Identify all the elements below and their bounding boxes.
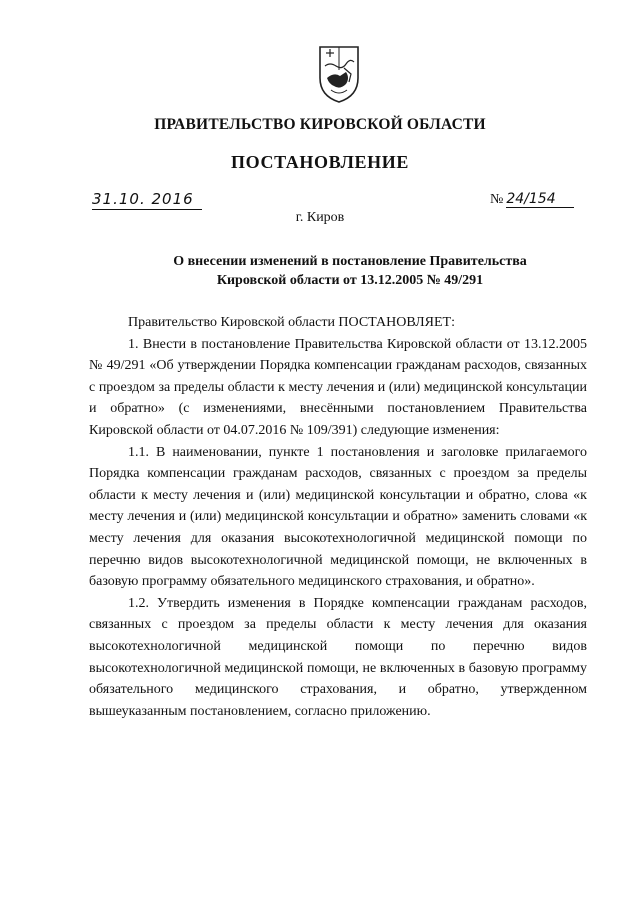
document-type-title: ПОСТАНОВЛЕНИЕ [231, 152, 409, 172]
body-paragraph-1: 1. Внести в постановление Правительства Кировской области от 13.12.2005 № 49/291 «Об утверждении Порядка компенсации гражданам расходов, связанных с проездом за пределы области к месту лечения и (или) медицинской консультации и обратно» (с изменениями, внесёнными постановлением Правительства Кировской области от 04.07.2016 № 109/391) следующие изменения: [89, 336, 587, 438]
document-subject [140, 252, 560, 290]
organization-title: ПРАВИТЕЛЬСТВО КИРОВСКОЙ ОБЛАСТИ [154, 116, 486, 133]
document-number-value: 24/154 [506, 191, 574, 208]
body-paragraph-0: Правительство Кировской области ПОСТАНОВЛЯЕТ: [128, 315, 455, 330]
subject-line-2: Кировской области от 13.12.2005 № 49/291 [216, 273, 484, 288]
document-body [89, 312, 587, 722]
body-paragraph-2: 1.1. В наименовании, пункте 1 постановления и заголовке прилагаемого Порядка компенсации гражданам расходов, связанных с проездом за пределы области к месту лечения и (или) медицинской консультации и обратно, слова «к месту лечения и (или) медицинской консультации и обратно» заменить словами «к месту лечения для оказания высокотехнологичной медицинской помощи по перечню видов высокотехнологичной медицинской помощи, не включенных в базовую программу обязательного медицинского страхования, и обратно». [89, 444, 587, 590]
city-name: г. Киров [295, 210, 345, 225]
subject-line-1: О внесении изменений в постановление Правительства [173, 254, 527, 269]
document-date: 31.10. 2016 [92, 190, 202, 210]
document-number [490, 190, 582, 208]
coat-of-arms-icon [316, 44, 362, 104]
body-paragraph-3: 1.2. Утвердить изменения в Порядке компенсации гражданам расходов, связанных с проездом за пределы области к месту лечения для оказания высокотехнологичной медицинской помощи по перечню видов высокотехнологичной медицинской помощи, не включенных в базовую программу обязательного медицинского страхования, и обратно, утвержденном вышеуказанным постановлением, согласно приложению. [89, 595, 587, 719]
number-sign: № [490, 192, 504, 207]
